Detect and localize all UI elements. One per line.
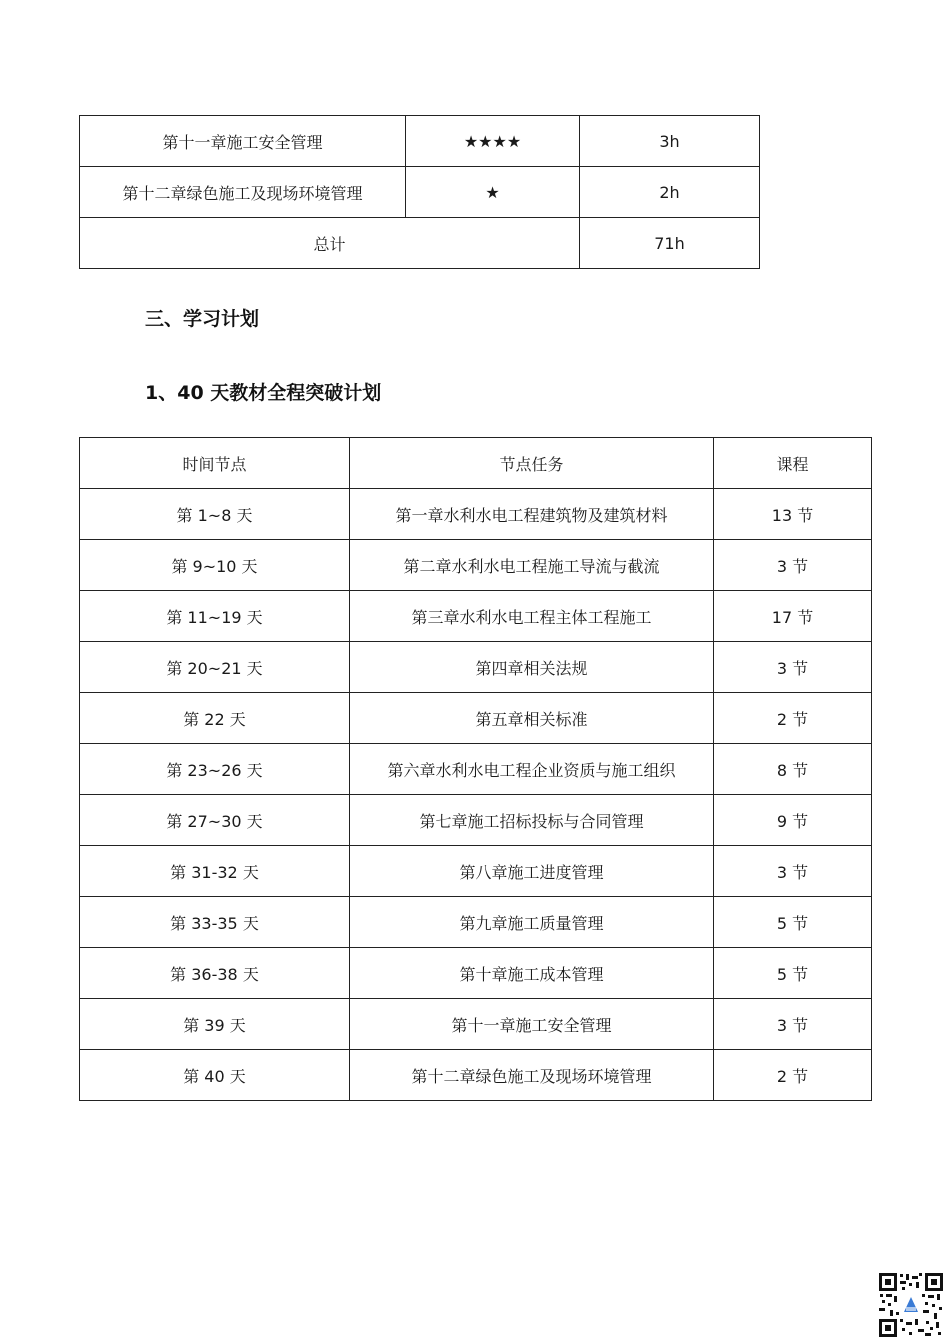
task-cell: 第八章施工进度管理: [350, 846, 714, 897]
time-node-cell: 第 31-32 天: [80, 846, 350, 897]
task-cell: 第十章施工成本管理: [350, 948, 714, 999]
task-cell: 第十一章施工安全管理: [350, 999, 714, 1050]
table-row: [80, 897, 872, 948]
course-count-cell: 17 节: [714, 591, 872, 642]
importance-stars: ★★★★: [406, 116, 580, 167]
section-heading: 三、学习计划: [145, 308, 260, 330]
time-node-cell: 第 33-35 天: [80, 897, 350, 948]
total-row: [80, 218, 760, 269]
sub-heading: 1、40 天教材全程突破计划: [145, 382, 382, 404]
hours-cell: 2h: [580, 167, 760, 218]
time-node-cell: 第 9~10 天: [80, 540, 350, 591]
study-plan-table: [79, 437, 872, 1101]
course-count-cell: 2 节: [714, 1050, 872, 1101]
task-cell: 第九章施工质量管理: [350, 897, 714, 948]
table-row: [80, 116, 760, 167]
table-row: [80, 167, 760, 218]
course-count-cell: 3 节: [714, 642, 872, 693]
course-count-cell: 3 节: [714, 999, 872, 1050]
time-node-cell: 第 20~21 天: [80, 642, 350, 693]
table-row: [80, 999, 872, 1050]
time-node-cell: 第 11~19 天: [80, 591, 350, 642]
course-count-cell: 3 节: [714, 540, 872, 591]
time-node-cell: 第 23~26 天: [80, 744, 350, 795]
total-hours: 71h: [580, 218, 760, 269]
time-node-cell: 第 40 天: [80, 1050, 350, 1101]
table-header-row: [80, 438, 872, 489]
time-node-cell: 第 1~8 天: [80, 489, 350, 540]
column-header-task: 节点任务: [350, 438, 714, 489]
task-cell: 第七章施工招标投标与合同管理: [350, 795, 714, 846]
course-count-cell: 8 节: [714, 744, 872, 795]
task-cell: 第四章相关法规: [350, 642, 714, 693]
course-count-cell: 2 节: [714, 693, 872, 744]
course-count-cell: 5 节: [714, 897, 872, 948]
table-row: [80, 642, 872, 693]
time-node-cell: 第 36-38 天: [80, 948, 350, 999]
time-node-cell: 第 39 天: [80, 999, 350, 1050]
column-header-course: 课程: [714, 438, 872, 489]
table-row: [80, 540, 872, 591]
total-label: 总计: [80, 218, 580, 269]
table-row: [80, 1050, 872, 1101]
time-node-cell: 第 27~30 天: [80, 795, 350, 846]
task-cell: 第五章相关标准: [350, 693, 714, 744]
chapter-cell: 第十一章施工安全管理: [80, 116, 406, 167]
table-row: [80, 846, 872, 897]
table-row: [80, 591, 872, 642]
table-row: [80, 744, 872, 795]
table-row: [80, 693, 872, 744]
course-count-cell: 9 节: [714, 795, 872, 846]
task-cell: 第三章水利水电工程主体工程施工: [350, 591, 714, 642]
course-count-cell: 3 节: [714, 846, 872, 897]
task-cell: 第十二章绿色施工及现场环境管理: [350, 1050, 714, 1101]
task-cell: 第一章水利水电工程建筑物及建筑材料: [350, 489, 714, 540]
task-cell: 第二章水利水电工程施工导流与截流: [350, 540, 714, 591]
task-cell: 第六章水利水电工程企业资质与施工组织: [350, 744, 714, 795]
table-row: [80, 489, 872, 540]
hours-cell: 3h: [580, 116, 760, 167]
column-header-time: 时间节点: [80, 438, 350, 489]
time-node-cell: 第 22 天: [80, 693, 350, 744]
importance-stars: ★: [406, 167, 580, 218]
table-row: [80, 795, 872, 846]
course-count-cell: 5 节: [714, 948, 872, 999]
qr-code-icon[interactable]: [878, 1272, 944, 1338]
table-row: [80, 948, 872, 999]
course-count-cell: 13 节: [714, 489, 872, 540]
chapter-hours-table: [79, 115, 760, 269]
chapter-cell: 第十二章绿色施工及现场环境管理: [80, 167, 406, 218]
